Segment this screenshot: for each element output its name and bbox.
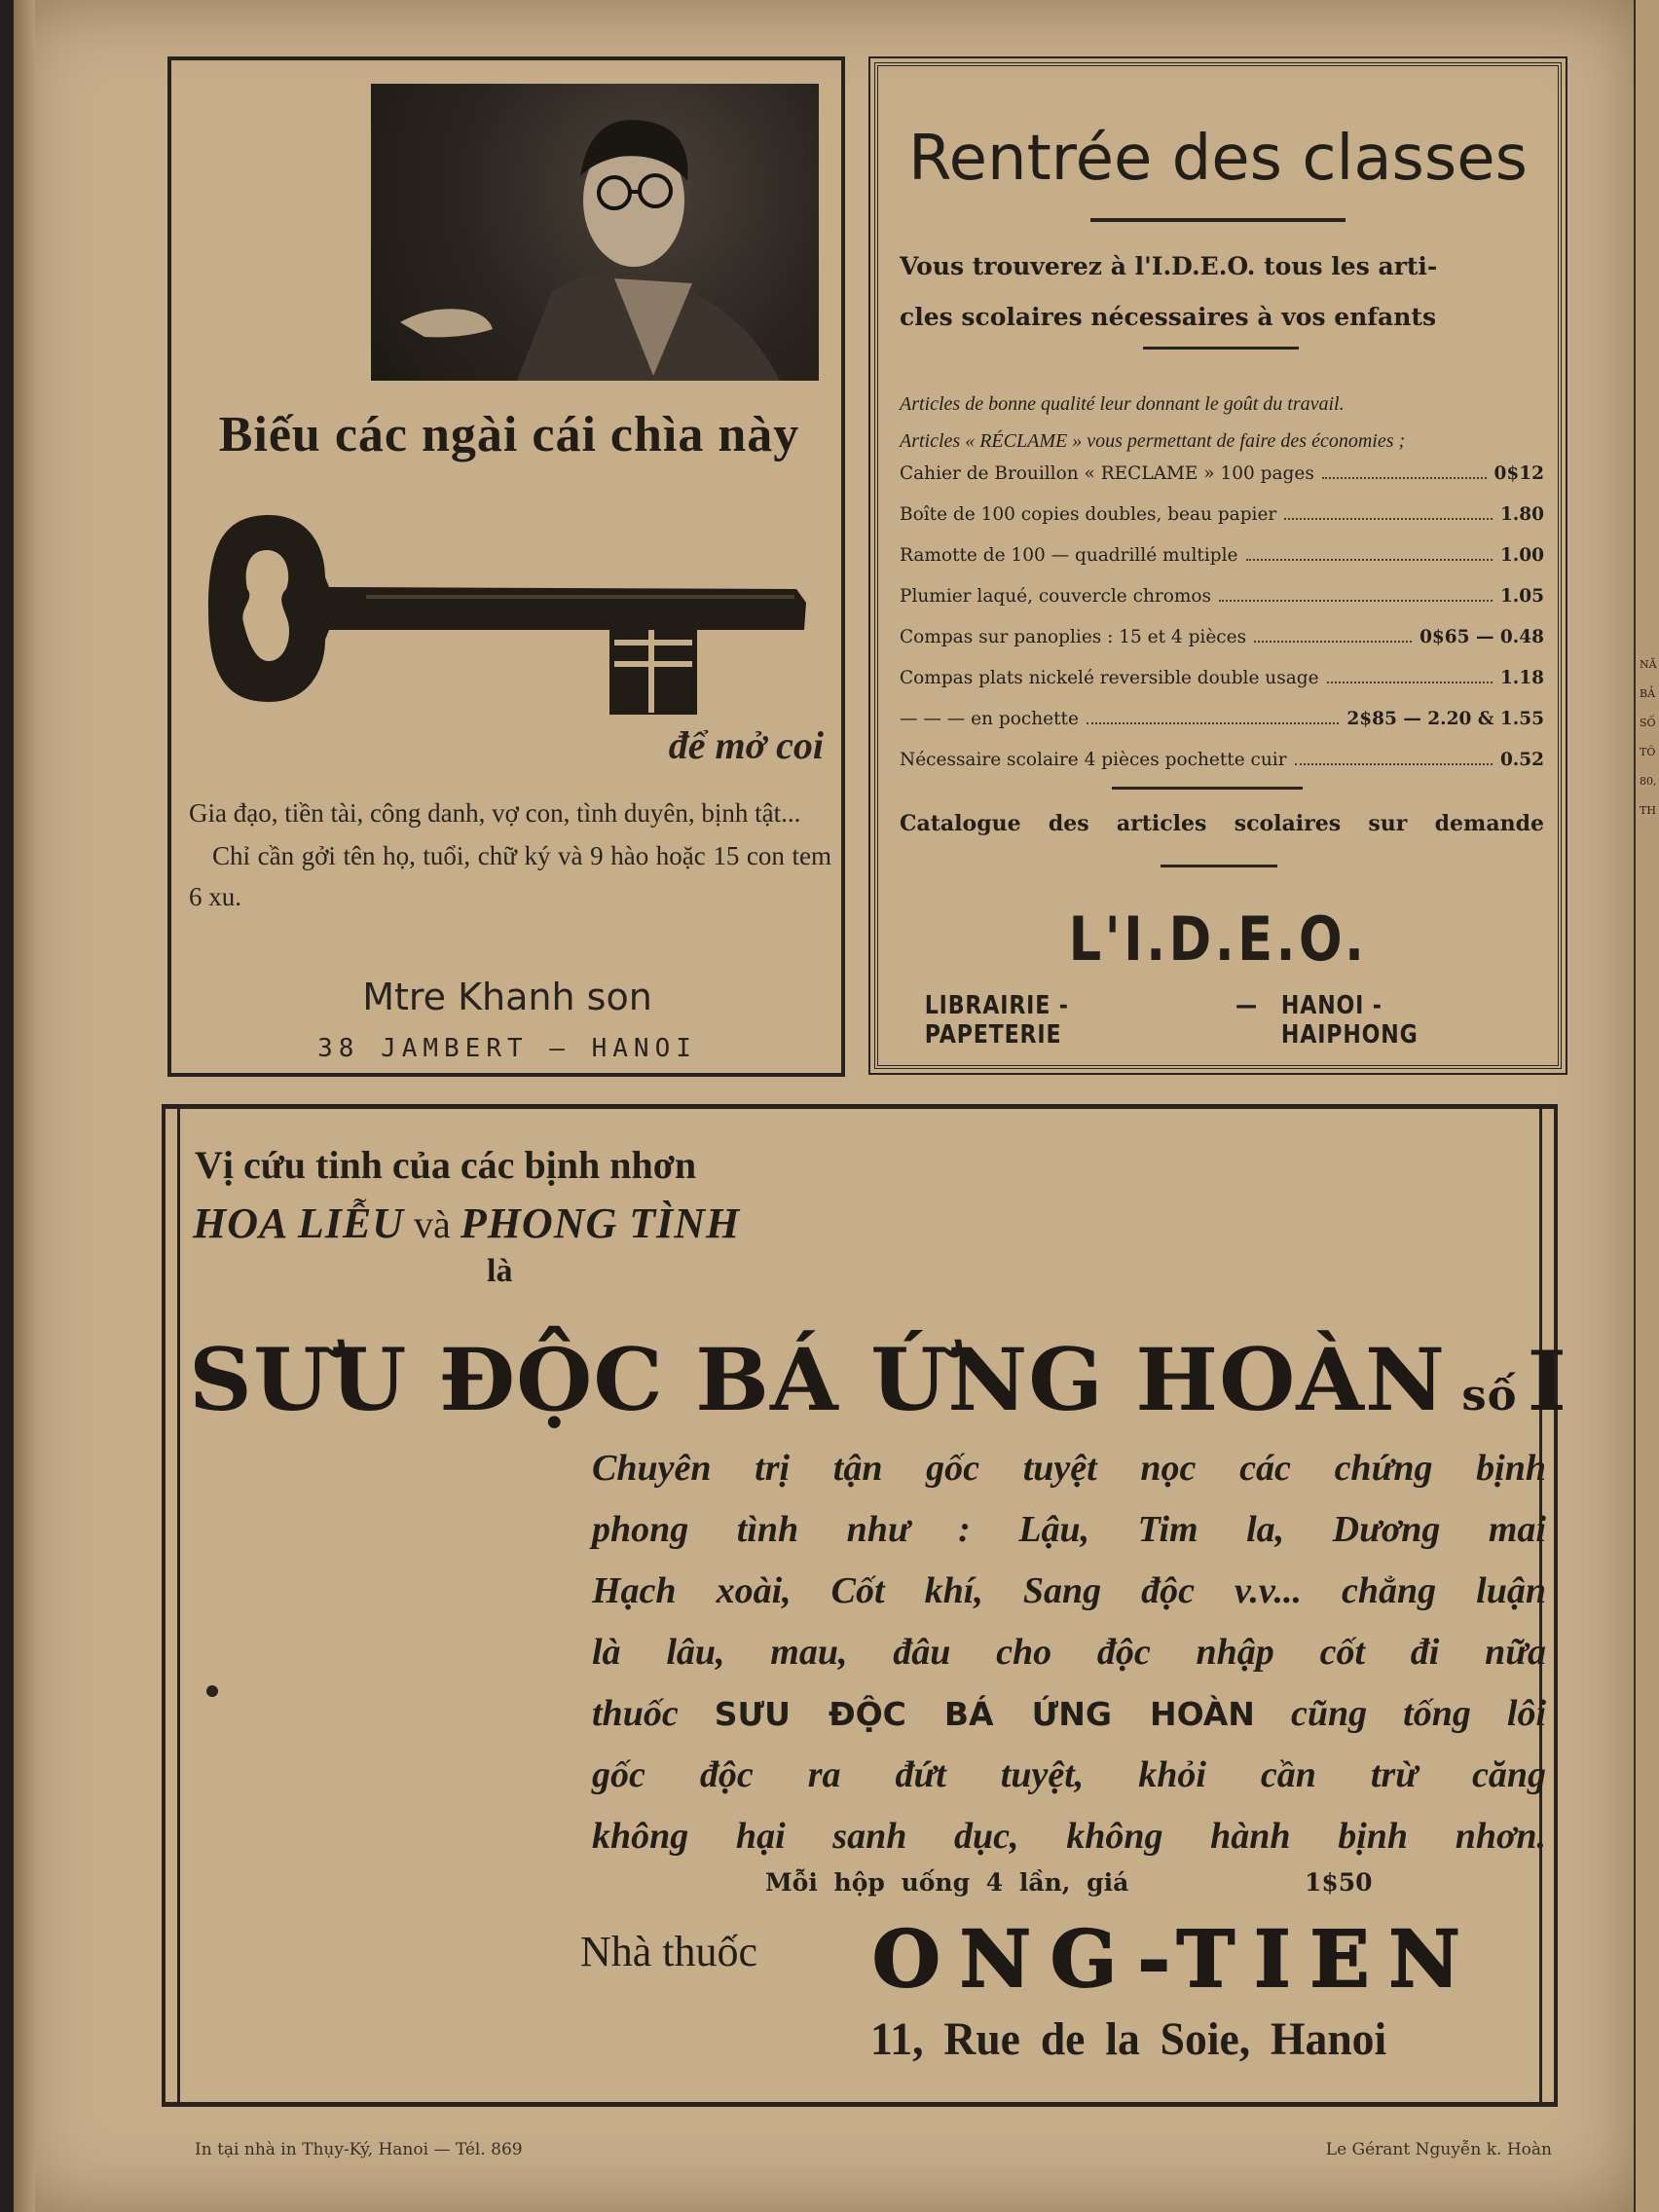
key-icon — [201, 494, 824, 727]
item-label: Plumier laqué, couvercle chromos — [900, 586, 1212, 607]
pharmacy-name: ONG-TIEN — [872, 1913, 1480, 2005]
disease-name: PHONG TÌNH — [460, 1199, 741, 1247]
description-line: Chuyên trị tận gốc tuyệt nọc các chứng bịnh — [592, 1448, 1546, 1489]
page-binding-edge — [14, 0, 35, 2212]
medicine-intro-line: Vị cứu tinh của các bịnh nhơn — [195, 1143, 697, 1187]
ideo-brand: L'I.D.E.O. — [1068, 903, 1368, 975]
item-price: 2$85 — 2.20 & 1.55 — [1346, 709, 1544, 729]
medicine-price: 1$50 — [1305, 1868, 1373, 1897]
medicine-is-line: là — [487, 1253, 513, 1289]
item-price: 1.18 — [1499, 668, 1544, 688]
divider-rule — [1090, 218, 1346, 222]
ideo-school-supplies-ad — [874, 62, 1562, 1069]
medicine-diseases-line — [193, 1198, 740, 1248]
pharmacy-address: 11, Rue de la Soie, Hanoi — [870, 2013, 1387, 2065]
price-list-item — [900, 668, 1544, 709]
price-list-item — [900, 627, 1544, 668]
key-ad-body-line: Gia đạo, tiền tài, công danh, vợ con, tình duyên, bịnh tật... — [189, 798, 801, 828]
item-label: — — — en pochette — [900, 709, 1079, 729]
item-price: 0.52 — [1499, 750, 1544, 770]
price-list-item — [900, 504, 1544, 545]
catalogue-word: demande — [1434, 811, 1544, 836]
key-ad-subline: để mở coi — [668, 723, 824, 767]
medicine-number: I — [1527, 1333, 1567, 1429]
medicine-name-inline: SƯU ĐỘC BÁ ỨNG HOÀN — [714, 1695, 1255, 1733]
divider-rule — [1161, 865, 1277, 867]
medicine-number-label: số — [1461, 1371, 1518, 1420]
description-line: không hại sanh dục, không hành bịnh nhơn. — [592, 1816, 1546, 1857]
item-label: Nécessaire scolaire 4 pièces pochette cuir — [900, 750, 1287, 770]
item-price: 1.00 — [1499, 545, 1544, 566]
catalogue-word: des — [1048, 811, 1089, 836]
adjacent-page-text: TÔ — [1640, 746, 1656, 758]
catalogue-word: sur — [1368, 811, 1408, 836]
ideo-ad-title: Rentrée des classes — [908, 123, 1528, 195]
portrait-figure — [371, 84, 819, 381]
ideo-price-list — [900, 463, 1544, 791]
disease-name: HOA LIỄU — [193, 1199, 405, 1247]
item-label: Compas sur panoplies : 15 et 4 pièces — [900, 627, 1247, 647]
item-price: 1.05 — [1499, 586, 1544, 607]
divider-rule — [1143, 347, 1299, 350]
key-ad-headline: Biếu các ngài cái chìa này — [218, 407, 800, 462]
portrait-photo — [371, 84, 819, 381]
divider-rule — [1112, 787, 1303, 790]
price-list-item — [900, 750, 1544, 791]
item-price: 0$65 — 0.48 — [1419, 627, 1544, 647]
adjacent-page-edge — [1634, 0, 1659, 2212]
catalogue-word: scolaires — [1234, 811, 1342, 836]
description-line: Hạch xoài, Cốt khí, Sang độc v.v... chẳng luận — [592, 1570, 1546, 1611]
ideo-footer — [900, 991, 1544, 1050]
ideo-tagline-line: Articles de bonne qualité leur donnant le goût du travail. — [900, 393, 1345, 415]
item-label: Boîte de 100 copies doubles, beau papier — [900, 504, 1277, 525]
medicine-dosage: Mỗi hộp uống 4 lần, giá — [765, 1868, 1129, 1897]
ink-spot — [206, 1685, 218, 1697]
key-ad-address: 38 JAMBERT – HANOI — [317, 1034, 697, 1063]
adjacent-page-text: TH — [1640, 804, 1656, 817]
item-label: Compas plats nickelé reversible double usage — [900, 668, 1319, 688]
medicine-description — [592, 1438, 1546, 1867]
key-fortune-ad — [167, 56, 845, 1077]
medicine-title — [189, 1329, 1567, 1430]
manager-credit: Le Gérant Nguyễn k. Hoàn — [1325, 2140, 1552, 2159]
price-list-item — [900, 545, 1544, 586]
price-list-item — [900, 586, 1544, 627]
item-label: Ramotte de 100 — quadrillé multiple — [900, 545, 1238, 566]
price-list-item — [900, 709, 1544, 750]
description-line: là lâu, mau, đâu cho độc nhập cốt đi nữa — [592, 1632, 1546, 1673]
conjunction: và — [414, 1202, 451, 1246]
description-line: gốc độc ra đứt tuyệt, khỏi cần trừ căng — [592, 1754, 1546, 1795]
description-line: phong tình như : Lậu, Tim la, Dương mai — [592, 1509, 1546, 1550]
catalogue-word: Catalogue — [900, 811, 1021, 836]
ideo-footer-dash: — — [1235, 991, 1258, 1020]
item-price: 0$12 — [1493, 463, 1544, 484]
key-ad-body-line: Chỉ cần gởi tên họ, tuổi, chữ ký và 9 hào hoặc 15 con tem 6 xu. — [189, 841, 831, 911]
medicine-name: SƯU ĐỘC BÁ ỨNG HOÀN — [189, 1329, 1447, 1430]
ideo-footer-left: LIBRAIRIE - PAPETERIE — [924, 991, 1069, 1050]
pharmacy-label: Nhà thuốc — [580, 1928, 758, 1975]
description-word: thuốc — [592, 1693, 679, 1734]
ideo-footer-right: HANOI - HAIPHONG — [1280, 991, 1419, 1050]
printer-credit: In tại nhà in Thụy-Ký, Hanoi — Tél. 869 — [195, 2140, 523, 2159]
adjacent-page-text: NĂ — [1640, 658, 1657, 671]
key-ad-author: Mtre Khanh son — [362, 976, 652, 1018]
ideo-ad-intro — [900, 241, 1542, 343]
item-price: 1.80 — [1499, 504, 1544, 525]
adjacent-page-text: SỐ — [1640, 717, 1656, 729]
ideo-intro-line: cles scolaires nécessaires à vos enfants — [900, 303, 1437, 331]
catalogue-word: articles — [1116, 811, 1207, 836]
description-word: cũng tống lôi — [1290, 1693, 1547, 1734]
adjacent-page-text: BẢ — [1640, 687, 1656, 700]
key-ad-body — [189, 793, 831, 917]
ideo-ad-tagline — [900, 386, 1544, 460]
adjacent-page-text: 80, — [1640, 775, 1657, 788]
price-list-item — [900, 463, 1544, 504]
item-label: Cahier de Brouillon « RECLAME » 100 pages — [900, 463, 1314, 484]
description-line — [592, 1683, 1546, 1745]
ideo-catalogue-note — [900, 811, 1544, 836]
ideo-tagline-line: Articles « RÉCLAME » vous permettant de faire des économies ; — [900, 430, 1406, 452]
ideo-intro-line: Vous trouverez à l'I.D.E.O. tous les arti- — [900, 252, 1438, 280]
medicine-ad — [162, 1104, 1567, 2107]
